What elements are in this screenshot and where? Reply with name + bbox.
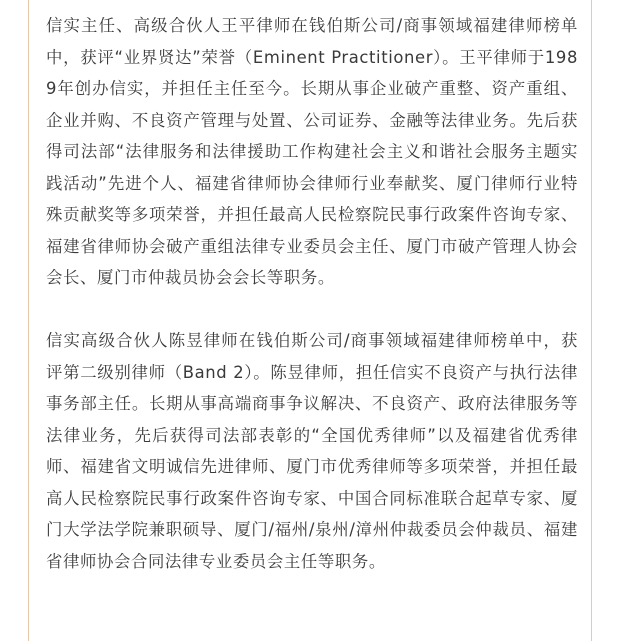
paragraph-chen-yu: 信实高级合伙人陈昱律师在钱伯斯公司/商事领域福建律师榜单中，获评第二级别律师（Band 2）。陈昱律师，担任信实不良资产与执行法律事务部主任。长期从事高端商事争议解决、不良资产、政府法律服务等法律业务，先后获得司法部表彰的“全国优秀律师”以及福建省优秀律师、福建省文明诚信先进律师、厦门市优秀律师等多项荣誉，并担任最高人民检察院民事行政案件咨询专家、中国合同标准联合起草专家、厦门大学法学院兼职硕导、厦门/福州/泉州/漳州仲裁委员会仲裁员、福建省律师协会合同法律专业委员会主任等职务。 bbox=[46, 331, 578, 571]
left-border-line bbox=[28, 0, 29, 641]
paragraph-wang-ping: 信实主任、高级合伙人王平律师在钱伯斯公司/商事领域福建律师榜单中，获评“业界贤达”荣誉（Eminent Practitioner）。王平律师于1989年创办信实，并担任主任至今。长期从事企业破产重整、资产重组、企业并购、不良资产管理与处置、公司证券、金融等法律业务。先后获得司法部“法律服务和法律援助工作构建社会主义和谐社会服务主题实践活动”先进个人、福建省律师协会律师行业奉献奖、厦门律师行业特殊贡献奖等多项荣誉，并担任最高人民检察院民事行政案件咨询专家、福建省律师协会破产重组法律专业委员会主任、厦门市破产管理人协会会长、厦门市仲裁员协会会长等职务。 bbox=[46, 16, 578, 287]
right-border-line bbox=[591, 0, 592, 641]
article-body bbox=[46, 10, 578, 577]
paragraph-spacer bbox=[46, 294, 578, 326]
